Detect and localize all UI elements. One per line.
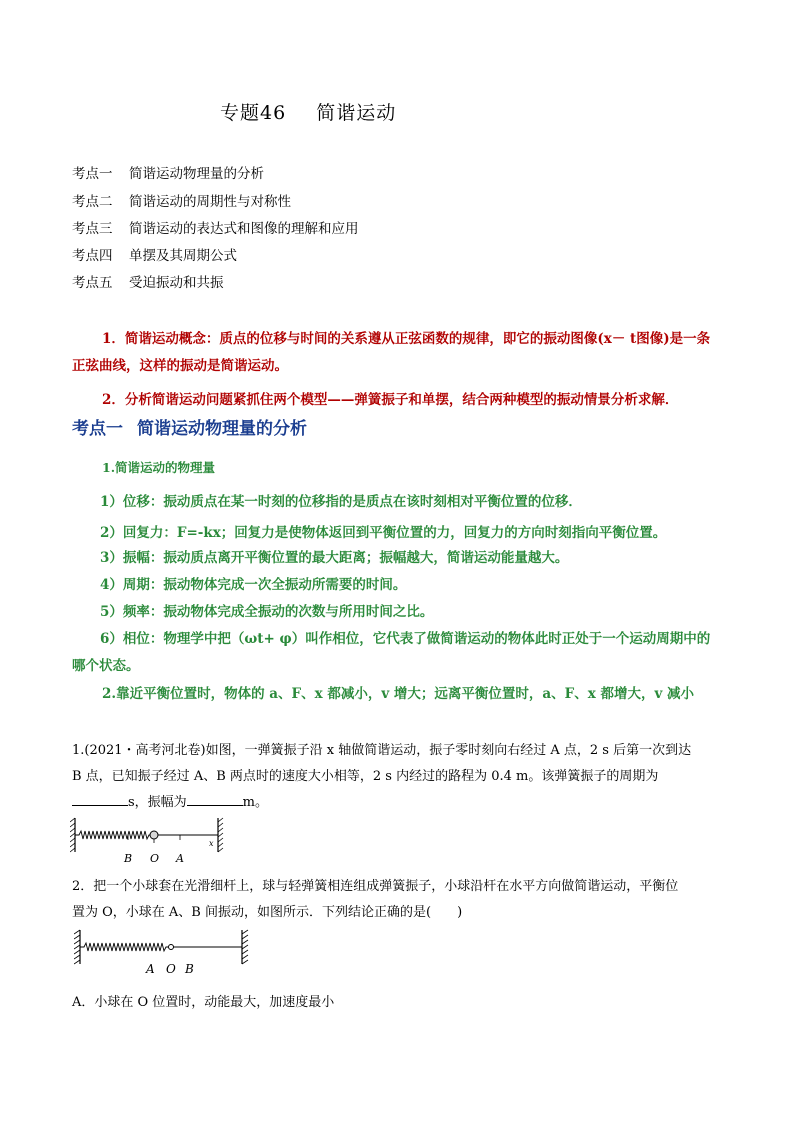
- q1-line3: s，振幅为 m。: [72, 791, 268, 810]
- q2-label-a: A: [146, 962, 155, 976]
- q1-label-b: B: [124, 852, 133, 865]
- q1-blank-period[interactable]: [72, 793, 128, 806]
- sec-item-near-far: 2.靠近平衡位置时，物体的 a、F、x 都减小，v 增大；远离平衡位置时，a、F、x 都增大，v 减小: [102, 686, 695, 702]
- intro-p1-line2: 正弦曲线，这样的振动是简谐运动。: [72, 358, 288, 374]
- toc-item-4: 考点四 单摆及其周期公式: [72, 248, 237, 264]
- title-prefix: 专题46: [220, 102, 287, 124]
- sec-item-heading: 1.简谐运动的物理量: [102, 460, 216, 475]
- q1-label-a: A: [176, 852, 184, 865]
- sec-item-frequency: 5）频率：振动物体完成全振动的次数与所用时间之比。: [100, 604, 434, 620]
- q2-line2: 置为 O，小球在 A、B 间振动，如图所示．下列结论正确的是( ): [72, 905, 463, 920]
- q2-spring-figure: [74, 926, 252, 978]
- q2-label-b: B: [185, 962, 194, 976]
- q1-blank-amplitude[interactable]: [187, 793, 243, 806]
- q1-ball: [150, 831, 158, 839]
- title-name: 简谐运动: [316, 102, 397, 124]
- toc-item-5: 考点五 受迫振动和共振: [72, 275, 224, 291]
- sec-item-period: 4）周期：振动物体完成一次全振动所需要的时间。: [100, 577, 407, 593]
- q2-line1: 2．把一个小球套在光滑细杆上，球与轻弹簧相连组成弹簧振子，小球沿杆在水平方向做简谐运动，平衡位: [72, 879, 679, 894]
- q2-option-a[interactable]: A．小球在 O 位置时，动能最大，加速度最小: [72, 995, 335, 1010]
- sec-item-restoring-force: 2）回复力：F=-kx；回复力是使物体返回到平衡位置的力，回复力的方向时刻指向平衡位置。: [100, 525, 667, 541]
- q1-spring: [75, 831, 150, 839]
- intro-p1-line1: 1．简谐运动概念：质点的位移与时间的关系遵从正弦函数的规律，即它的振动图像(x－ t图像)是一条: [102, 331, 711, 347]
- sec-item-amplitude: 3）振幅：振动质点离开平衡位置的最大距离；振幅越大，简谐运动能量越大。: [100, 550, 569, 566]
- sec-item-displacement: 1）位移：振动质点在某一时刻的位移指的是质点在该时刻相对平衡位置的位移．: [100, 494, 582, 510]
- section-heading: 考点一 简谐运动物理量的分析: [72, 419, 307, 439]
- q1-spring-figure: [70, 812, 230, 868]
- toc-item-2: 考点二 简谐运动的周期性与对称性: [72, 194, 291, 210]
- q2-ball: [169, 945, 174, 950]
- page-title: [220, 98, 396, 125]
- q1-label-x: x: [209, 839, 214, 848]
- q2-label-o: O: [166, 962, 176, 976]
- q2-spring: [80, 943, 168, 951]
- toc-item-3: 考点三 简谐运动的表达式和图像的理解和应用: [72, 221, 359, 237]
- sec-item-phase-line2: 哪个状态。: [72, 658, 140, 674]
- q1-line1: 1.(2021・高考河北卷)如图，一弹簧振子沿 x 轴做简谐运动，振子零时刻向右经过 A 点，2 s 后第一次到达: [72, 743, 692, 758]
- sec-item-phase-line1: 6）相位：物理学中把（ωt+ φ）叫作相位，它代表了做简谐运动的物体此时正处于一个运动周期中的: [100, 631, 711, 647]
- q1-line2: B 点，已知振子经过 A、B 两点时的速度大小相等，2 s 内经过的路程为 0.4 m。该弹簧振子的周期为: [72, 769, 659, 784]
- intro-p2: 2．分析简谐运动问题紧抓住两个模型——弹簧振子和单摆，结合两种模型的振动情景分析求解．: [102, 392, 679, 408]
- toc-item-1: 考点一 简谐运动物理量的分析: [72, 166, 264, 182]
- q1-label-o: O: [150, 852, 160, 865]
